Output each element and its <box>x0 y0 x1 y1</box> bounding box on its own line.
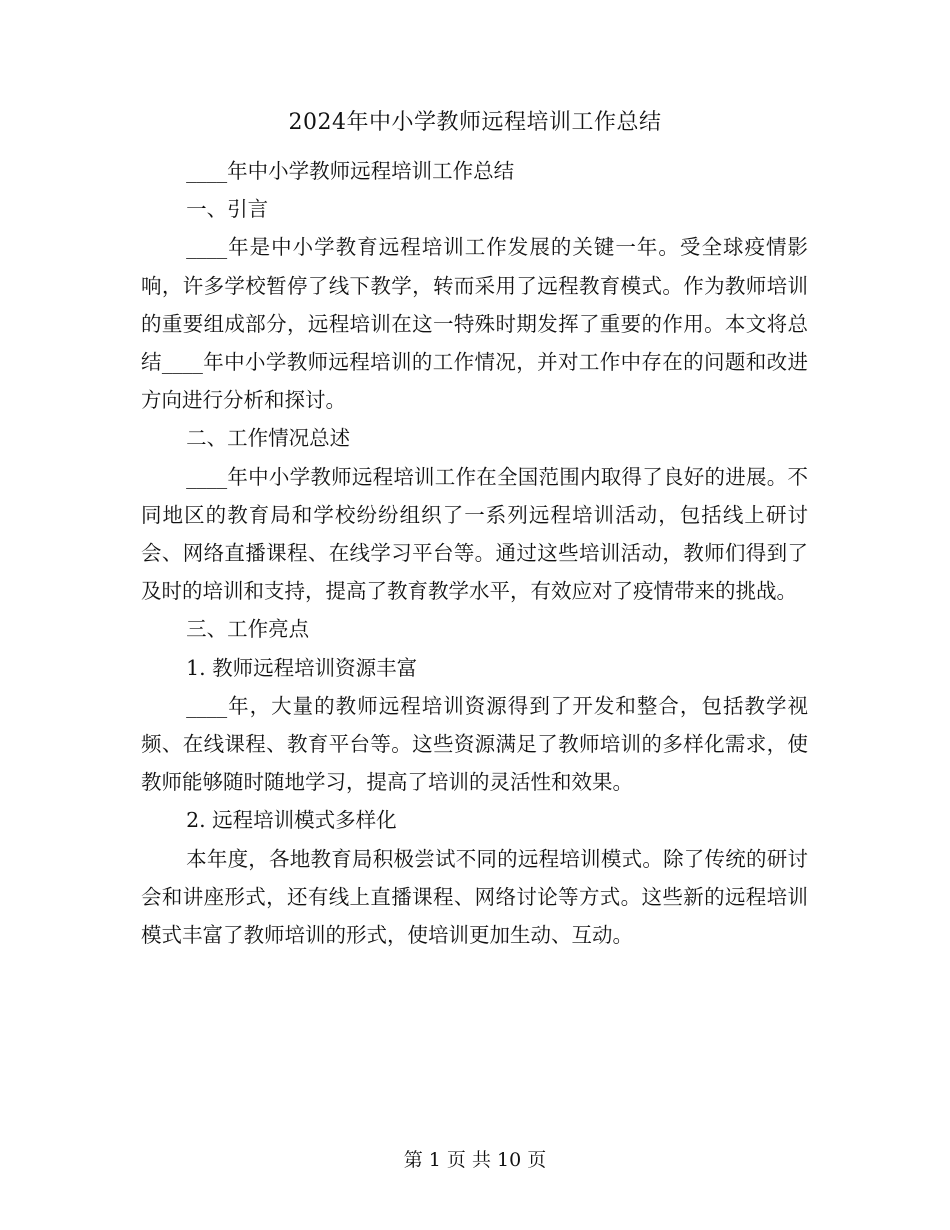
paragraph-overview: ____年中小学教师远程培训工作在全国范围内取得了良好的进展。不同地区的教育局和学校纷纷组织了一系列远程培训活动，包括线上研讨会、网络直播课程、在线学习平台等。通过这些培训活动，教师们得到了及时的培训和支持，提高了教育教学水平，有效应对了疫情带来的挑战。 <box>141 464 808 604</box>
document-body <box>141 152 808 954</box>
section-heading-introduction: 一、引言 <box>186 197 269 222</box>
document-title: 2024年中小学教师远程培训工作总结 <box>288 110 662 135</box>
page-footer <box>0 1145 950 1175</box>
page-number-label: 第 1 页 共 10 页 <box>403 1149 547 1171</box>
paragraph-subtitle: ____年中小学教师远程培训工作总结 <box>186 159 515 183</box>
subheading-resources: 1. 教师远程培训资源丰富 <box>186 655 418 680</box>
section-heading-overview: 二、工作情况总述 <box>186 426 351 451</box>
paragraph-introduction: ____年是中小学教育远程培训工作发展的关键一年。受全球疫情影响，许多学校暂停了线下教学，转而采用了远程教育模式。作为教师培训的重要组成部分，远程培训在这一特殊时期发挥了重要的作用。本文将总结____年中小学教师远程培训的工作情况，并对工作中存在的问题和改进方向进行分析和探讨。 <box>141 235 808 413</box>
subheading-modes: 2. 远程培训模式多样化 <box>186 808 397 833</box>
section-heading-highlights: 三、工作亮点 <box>186 617 310 642</box>
paragraph-modes: 本年度，各地教育局积极尝试不同的远程培训模式。除了传统的研讨会和讲座形式，还有线上直播课程、网络讨论等方式。这些新的远程培训模式丰富了教师培训的形式，使培训更加生动、互动。 <box>141 846 808 948</box>
paragraph-resources: ____年，大量的教师远程培训资源得到了开发和整合，包括教学视频、在线课程、教育平台等。这些资源满足了教师培训的多样化需求，使教师能够随时随地学习，提高了培训的灵活性和效果。 <box>141 693 808 795</box>
